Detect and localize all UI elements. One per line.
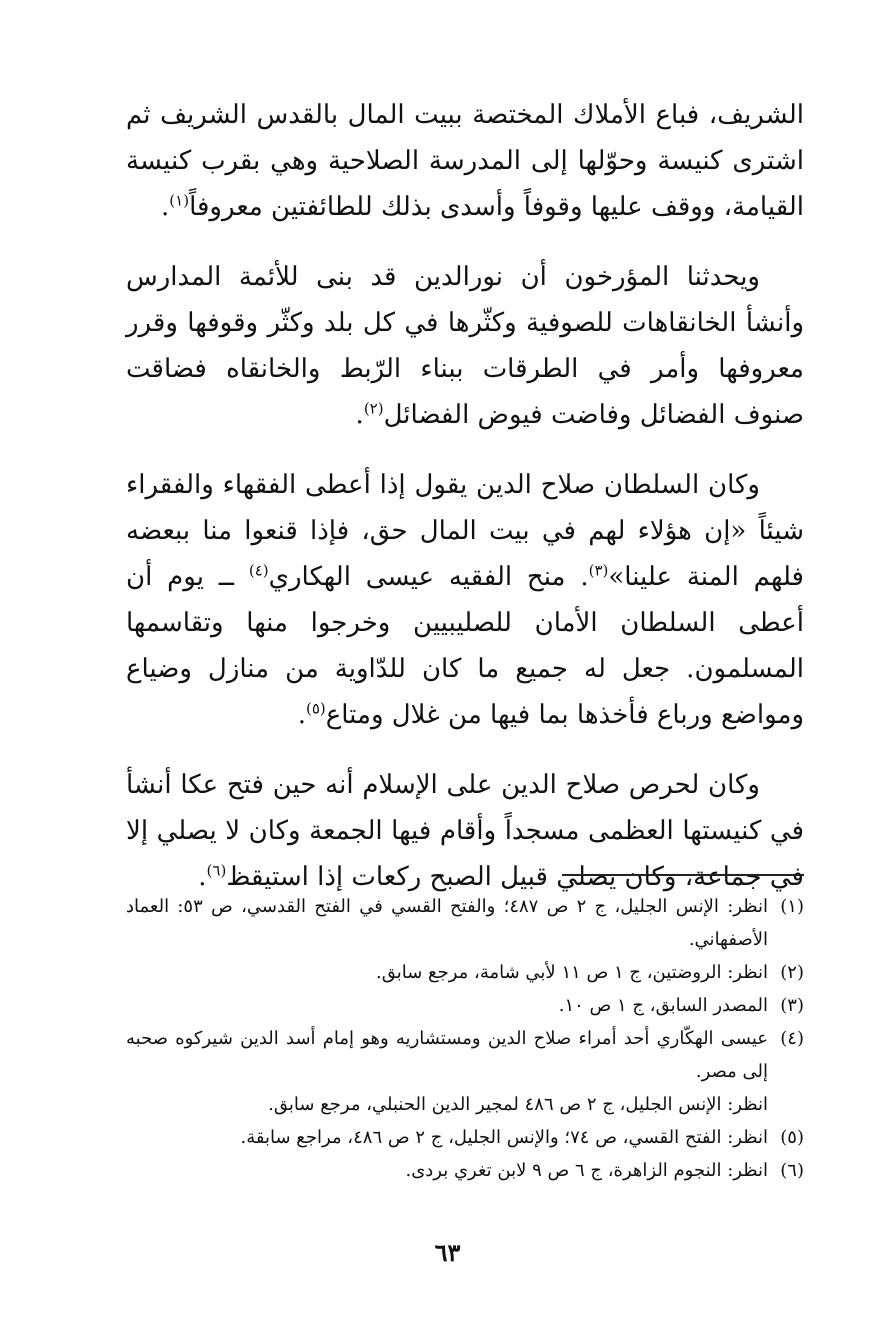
paragraph-4 <box>126 762 804 900</box>
footnote-3 <box>126 989 804 1022</box>
footnote-text: انظر: النجوم الزاهرة، ج ٦ ص ٩ لابن تغري بردى. <box>405 1160 768 1181</box>
footnote-text: انظر: الإنس الجليل، ج ٢ ص ٤٨٦ لمجير الدين الحنبلي، مرجع سابق. <box>268 1094 768 1115</box>
paragraph-4-text: وكان لحرص صلاح الدين على الإسلام أنه حين فتح عكا أنشأ في كنيستها العظمى مسجداً وأقام فيها الجمعة وكان لا يصلي إلا في جماعة، وكان يصلي قبيل الصبح ركعات إذا استيقظ <box>126 770 804 892</box>
paragraph-3-text-c: ــ يوم أن أعطى السلطان الأمان للصليبيين وخرجوا منها وتقاسمها المسلمون. جعل له جميع ما كان للدّاوية من منازل وضياع ومواضع ورباع فأخذها بما فيها من غلال ومتاع <box>126 562 804 730</box>
paragraph-1-end: . <box>161 192 170 222</box>
paragraph-2-text: ويحدثنا المؤرخون أن نورالدين قد بنى للأئمة المدارس وأنشأ الخانقاهات للصوفية وكثّرها في كل بلد وكثّر وقوفها وقرر معروفها وأمر في الطرقات ببناء الرّبط والخانقاه فضاقت صنوف الفضائل وفاضت فيوض الفضائل <box>126 262 804 430</box>
footnote-number: (٤) <box>780 1028 804 1049</box>
main-text <box>126 92 804 924</box>
footnote-text: انظر: الفتح القسي، ص ٧٤؛ والإنس الجليل، ج ٢ ص ٤٨٦، مراجع سابقة. <box>240 1127 768 1148</box>
footnote-2 <box>126 956 804 989</box>
footnote-1 <box>126 890 804 956</box>
paragraph-1 <box>126 92 804 230</box>
paragraph-4-end: . <box>198 862 207 892</box>
footnotes <box>126 890 804 1187</box>
footnote-ref-2[interactable]: (٢) <box>363 399 384 418</box>
paragraph-2 <box>126 254 804 438</box>
footnote-ref-6[interactable]: (٦) <box>206 861 227 880</box>
footnote-ref-1[interactable]: (١) <box>169 191 190 210</box>
footnote-number: (٦) <box>780 1160 804 1181</box>
page-number: ٦٣ <box>434 1238 461 1267</box>
footnote-text: المصدر السابق، ج ١ ص ١٠. <box>558 995 768 1016</box>
footnote-6 <box>126 1154 804 1187</box>
paragraph-3-end: . <box>297 700 306 730</box>
paragraph-2-end: . <box>355 400 364 430</box>
footnote-separator <box>562 874 804 876</box>
footnote-4 <box>126 1022 804 1088</box>
paragraph-1-text: الشريف، فباع الأملاك المختصة ببيت المال بالقدس الشريف ثم اشترى كنيسة وحوّلها إلى المدرسة الصلاحية وهي بقرب كنيسة القيامة، ووقف عليها وقوفاً وأسدى بذلك للطائفتين معروفاً <box>126 100 804 222</box>
footnote-number: (١) <box>780 896 804 917</box>
footnote-ref-4[interactable]: (٤) <box>248 561 269 580</box>
footnote-ref-3[interactable]: (٣) <box>588 561 609 580</box>
footnote-number: (٢) <box>780 962 804 983</box>
footnote-number: (٥) <box>780 1127 804 1148</box>
footnote-text: عيسى الهكّاري أحد أمراء صلاح الدين ومستشاريه وهو إمام أسد الدين شيركوه صحبه إلى مصر. <box>126 1028 768 1082</box>
footnote-4-continuation <box>126 1088 804 1121</box>
footnote-ref-5[interactable]: (٥) <box>305 699 326 718</box>
paragraph-3-text-a: وكان السلطان صلاح الدين يقول إذا أعطى الفقهاء والفقراء شيئاً «إن هؤلاء لهم في بيت المال حق، فإذا قنعوا منا ببعضه فلهم المنة علينا» <box>126 470 804 592</box>
paragraph-3 <box>126 462 804 738</box>
footnote-number: (٣) <box>780 995 804 1016</box>
footnote-5 <box>126 1121 804 1154</box>
paragraph-3-text-b: . منح الفقيه عيسى الهكاري <box>268 562 589 592</box>
footnote-text: انظر: الروضتين، ج ١ ص ١١ لأبي شامة، مرجع سابق. <box>376 962 768 983</box>
footnote-text: انظر: الإنس الجليل، ج ٢ ص ٤٨٧؛ والفتح القسي في الفتح القدسي، ص ٥٣: العماد الأصفهاني. <box>126 896 768 950</box>
